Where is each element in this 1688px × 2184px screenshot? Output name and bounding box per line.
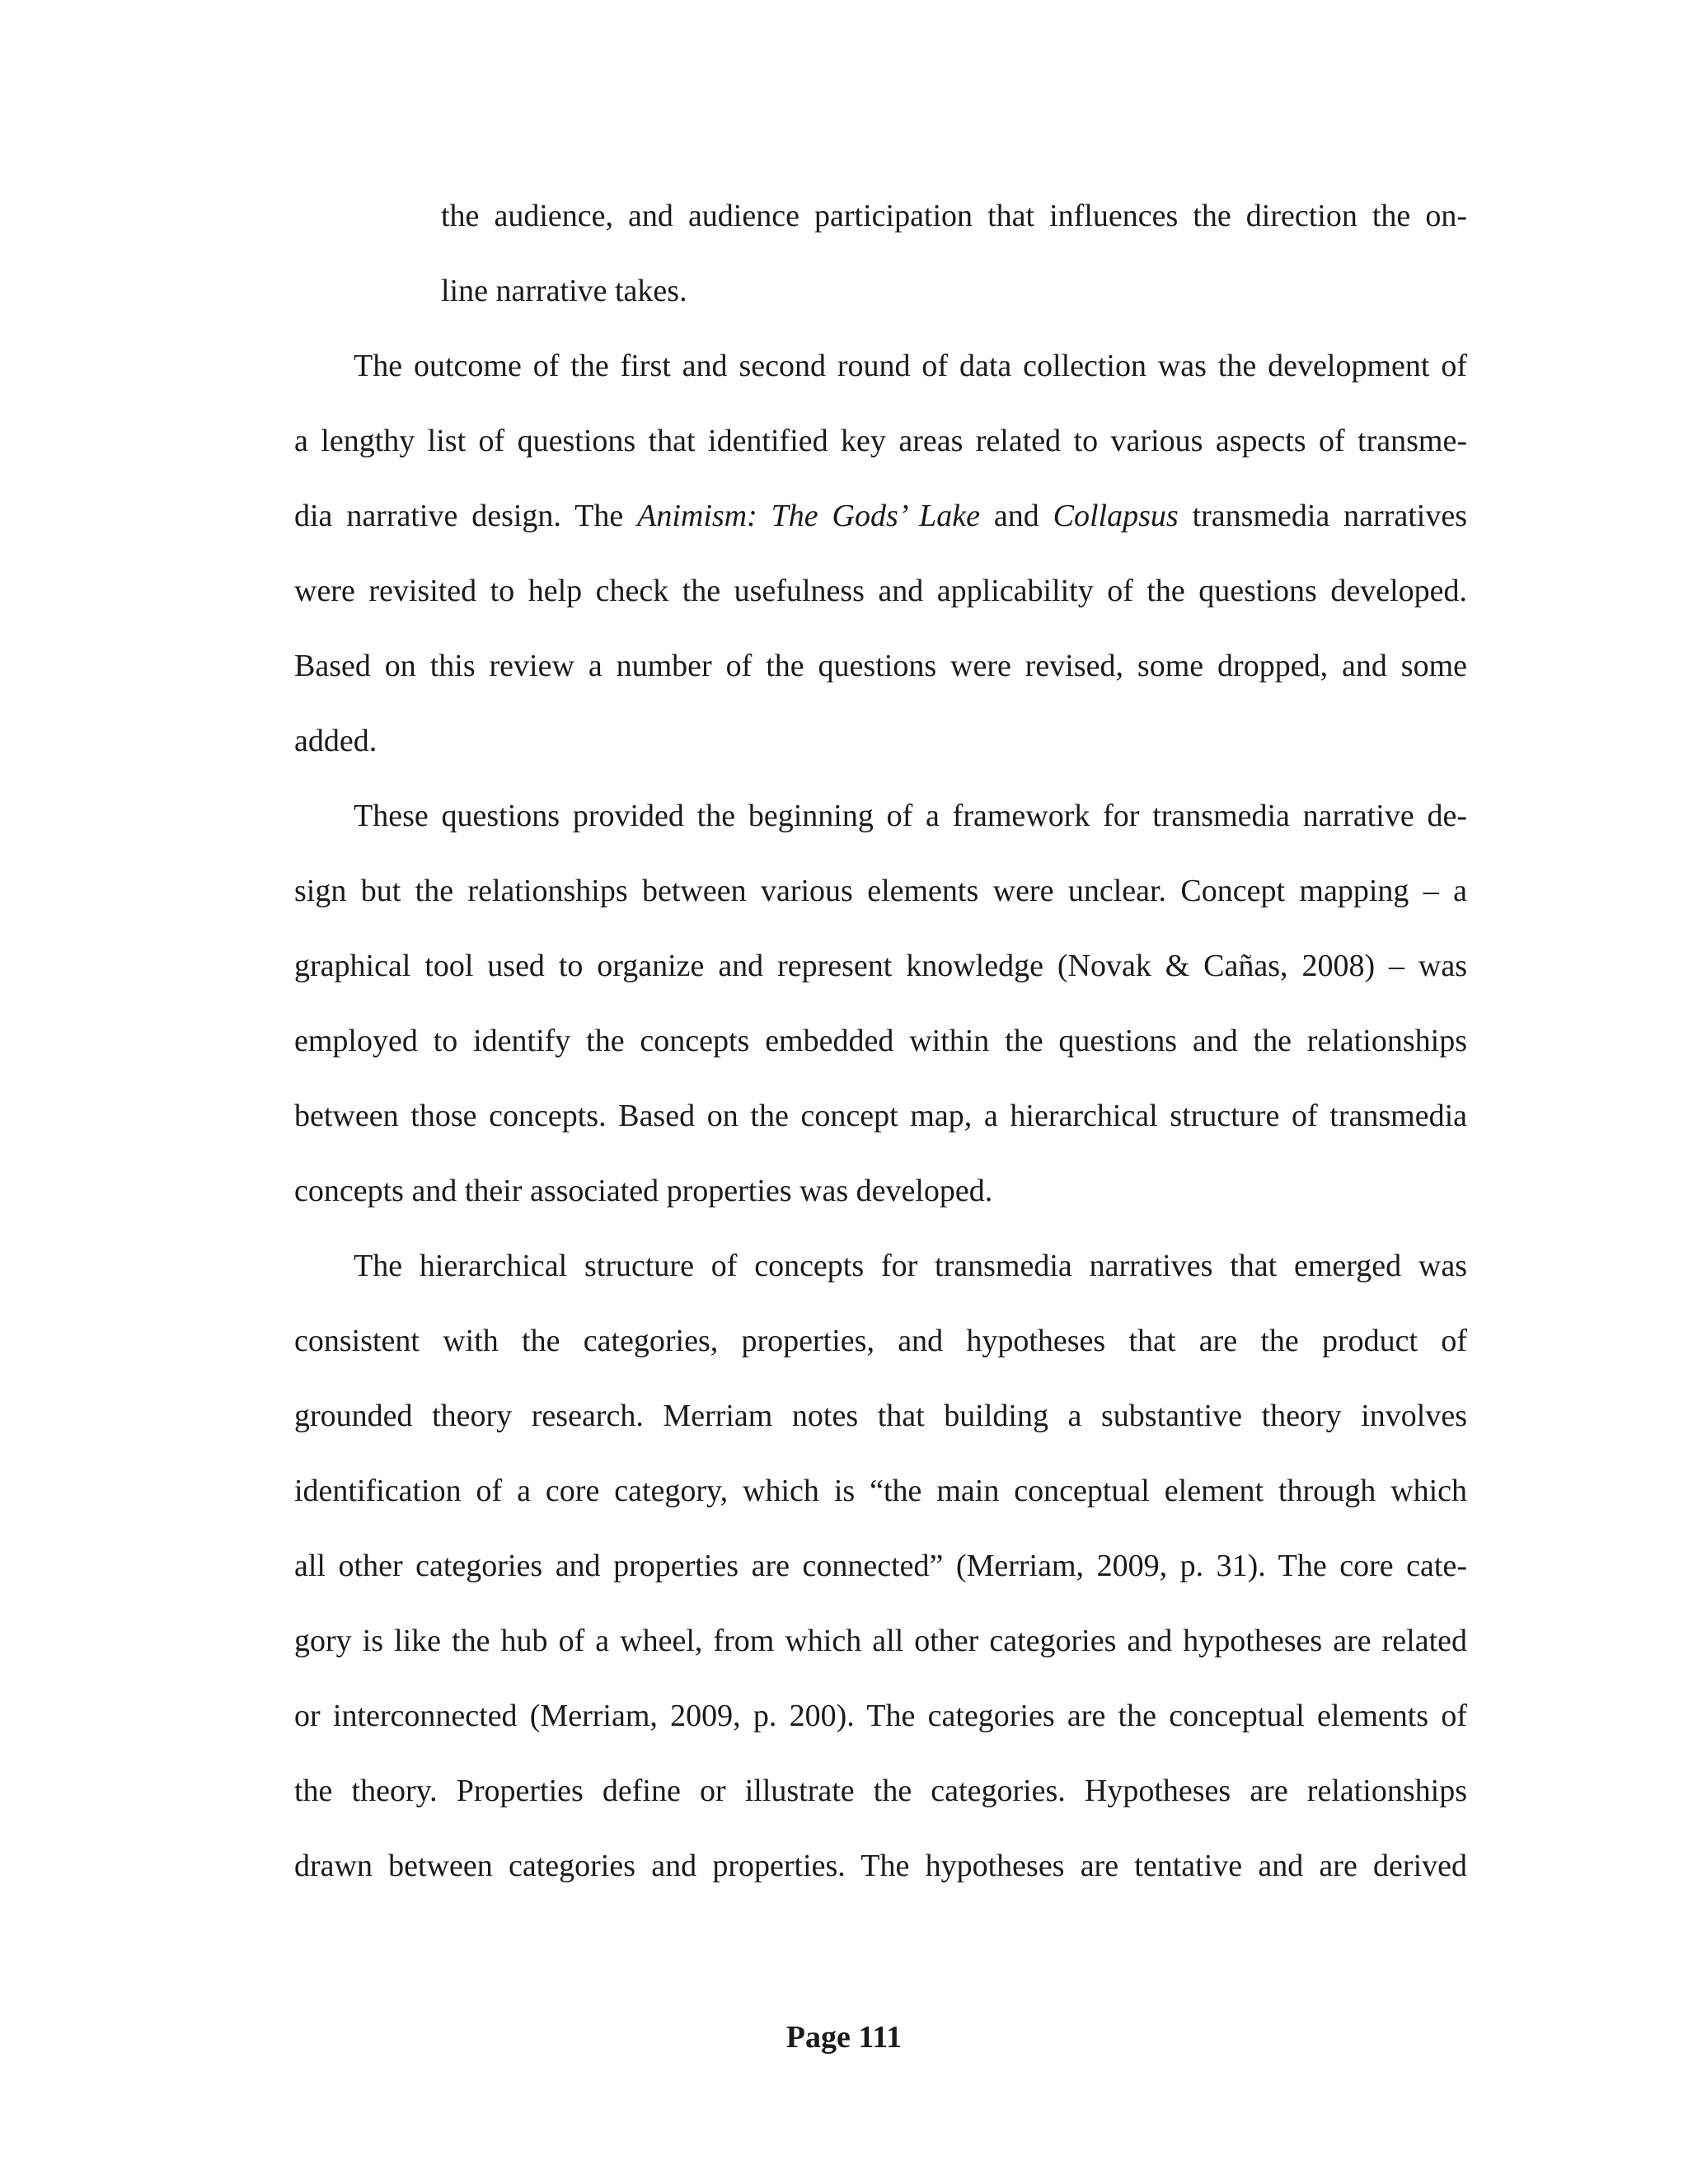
text-line: a lengthy list of questions that identified key areas related to various aspects of transme- [294, 424, 1467, 458]
text-line: added. [294, 724, 377, 758]
text-line: gory is like the hub of a wheel, from which all other categories and hypotheses are related [294, 1624, 1467, 1658]
italic-title-collapsus: Collapsus [1053, 499, 1179, 533]
text-line: were revisited to help check the usefulness and applicability of the questions developed. [294, 574, 1467, 608]
text-line: These questions provided the beginning of a framework for transmedia narrative de- [354, 799, 1467, 833]
text-line: concepts and their associated properties was developed. [294, 1174, 993, 1208]
text-line: between those concepts. Based on the concept map, a hierarchical structure of transmedia [294, 1099, 1467, 1133]
text-line: the audience, and audience participation that influences the direction the on- [441, 199, 1467, 233]
text-run: transmedia narratives [1178, 499, 1467, 533]
text-line: consistent with the categories, properties, and hypotheses that are the product of [294, 1324, 1467, 1358]
text-line: The hierarchical structure of concepts for transmedia narratives that emerged was [354, 1249, 1467, 1283]
text-line: graphical tool used to organize and represent knowledge (Novak & Cañas, 2008) – was [294, 949, 1467, 983]
text-line: all other categories and properties are connected” (Merriam, 2009, p. 31). The core cate- [294, 1549, 1467, 1583]
text-line: employed to identify the concepts embedded within the questions and the relationships [294, 1024, 1467, 1058]
text-line: grounded theory research. Merriam notes that building a substantive theory involves [294, 1399, 1467, 1433]
text-line: identification of a core category, which is “the main conceptual element through which [294, 1474, 1467, 1508]
text-run: and [979, 499, 1053, 533]
text-line: The outcome of the first and second round of data collection was the development of [354, 349, 1467, 383]
text-line: drawn between categories and properties. The hypotheses are tentative and are derived [294, 1849, 1467, 1883]
text-line: or interconnected (Merriam, 2009, p. 200). The categories are the conceptual elements of [294, 1699, 1467, 1733]
text-line [294, 491, 1467, 541]
text-line: the theory. Properties define or illustrate the categories. Hypotheses are relationships [294, 1774, 1467, 1808]
italic-title-animism: Animism: The Gods’ Lake [637, 499, 980, 533]
text-run: dia narrative design. The [294, 499, 638, 533]
page-number: Page 111 [785, 2020, 903, 2055]
text-line: line narrative takes. [441, 274, 687, 308]
text-line: sign but the relationships between various elements were unclear. Concept mapping – a [294, 874, 1467, 908]
text-line: Based on this review a number of the questions were revised, some dropped, and some [294, 649, 1467, 683]
